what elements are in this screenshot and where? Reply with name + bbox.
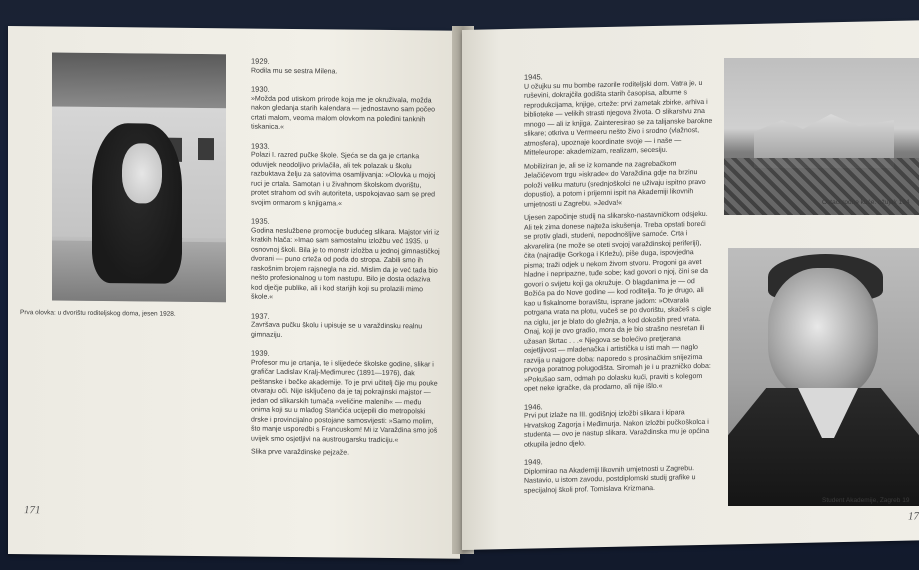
- entry-1930: »Možda pod utiskom prirode koja me je okruživala, možda nakon gledanja starih kalendara — jednostavno sam počeo crtati malom, veoma malom olovkom na poleđini tanknih tiskanica.«: [251, 95, 436, 131]
- right-text-column: [524, 69, 714, 496]
- right-photo-caption-top: Ostaci rodne kuće: ožujak 194: [822, 199, 910, 206]
- year-1929: 1929.: [251, 56, 270, 66]
- photo-man-with-child: [52, 52, 226, 302]
- entry-1946: Prvi put izlaže na III. godišnjoj izložbi slikara i kipara Hrvatskog Zagorja i Međimurja. Nakon izložbi pučkoškolca i studenta — ovo je nastup slikara. Varaždinska mu je općina otkupila jedno djelo.: [524, 409, 710, 449]
- entry-1929: Rodila mu se sestra Milena.: [251, 67, 338, 75]
- right-page-number: 17: [908, 510, 919, 523]
- year-1935: 1935.: [251, 216, 270, 226]
- year-1949: 1949.: [524, 457, 543, 467]
- year-1937: 1937.: [251, 311, 270, 321]
- year-1939: 1939.: [251, 348, 270, 358]
- entry-1933: Polazi I. razred pučke škole. Sjeća se da ga je crtanka oduvijek neodoljivo privlačila, ali tek polazak u školu razbuktava želju za satovima osamljivanja: »Olovka u mojoj ruci je crtala. Samotan i u živahnom školskom dvorištu, protet strahom od svih autoriteta, uspokojavao sam se pred svojim ormarom s knjigama.«: [251, 151, 436, 207]
- open-book: [0, 22, 919, 560]
- year-1945: 1945.: [524, 72, 543, 82]
- right-photo-caption-bottom: Student Akademije, Zagreb 19: [822, 497, 910, 504]
- entry-1939-b: Slika prve varaždinske pejzaže.: [251, 448, 350, 457]
- photo-student-portrait: [728, 248, 919, 506]
- entry-1937: Završava pučku školu i upisuje se u varaždinsku realnu gimnaziju.: [251, 321, 423, 339]
- photo-ruined-house: [724, 58, 919, 215]
- entry-1935: Godina neslužbene promocije budućeg slikara. Majstor viri iz kratkih hlača: »Imao sam samostalnu izložbu već 1935. u osnovnoj školi. Bila je to monstr izložba u jednoj gimnastičkoj dvorani — puno crteža od poda do stropa. Zabili smo ih raskošnim brojem rajsnegla na zid. Mislim da je već tada bio nešto profesionalnog u tom nastupu. Bilo je dosta odaziva kod dječje publike, ali i kod starijih koji su prolazili mimo škole.«: [251, 227, 440, 301]
- entry-1945-c: Ujesen započinje studij na slikarsko-nastavničkom odsjeku. Ali tek zima donese najteža iskušenja. Treba opstati boreći se protiv gladi, studeni, nepodnošljive samoće. Crta i akvarelira (ne može se oteti svojoj varaždinskoj periferiji), čita (najradije Gorkoga i Krležu), piše duga, ispovjedna pisma; traži odjek u nekom živom stvoru. Progoni ga avet hladne i nepripazne, tuđe sobe; kad govori o njoj, čini se da govori o svijetu koji ga okružuje. O blagdanima je — od Božića pa do Nove godine — kod roditelja. To je drugo, ali kao u fiskalnome boravištu, isprane jadom: »Otvarala potrgana vrata na plotu, vučeš se po dvorištu, skačeš s cigle na ciglu, jer je blato do gležnja, a kod dokoših pred vrata. Onaj, koji je ovo gradio, mora da je bio strašno nesretan ili užasan škrtac . . .« Njegova se bolećivo pretjerana osjetljivost — mladenačka i artistička u isti mah — naglo razvija u najgore doba: naporedo s prosinačkim snijezima prvoga poratnog polugodišta. Siromah je i u prazničko doba: »Pokušao sam, odmah po dolasku kući, praviti s kolegom opet neke igračke, da prodamo, ali nije išlo.«: [524, 210, 712, 393]
- entry-1939: Profesor mu je crtanja, te i slijedeće školske godine, slikar i grafičar Ladislav Kralj-Međimurec (1891—1976), đak peštanske i bečke akademije. To je prvi učitelj čije mu pouke otvaraju oči. Nije isključeno da je taj pokrajinski majstor — jedan od slikarskih tumača »veličine malenih« — među onima koji su u mladog Stančića ucijepili dio metropolski drske i provincijalno postojane samosvijesti: »Samo molim, što manje usporedbi s Francuskom! Mi iz Varaždina smo još uvijek smo osjetljivi na austrougarsku tradiciju.«: [251, 359, 438, 444]
- left-page: [8, 26, 460, 559]
- entry-1949: Diplomirao na Akademiji likovnih umjetnosti u Zagrebu. Nastavio, u istom zavodu, postdiplomski studij grafike u specijalnoj školi prof. Tomislava Krizmana.: [524, 464, 696, 495]
- entry-1945-b: Mobiliziran je, ali se iz komande na zagrebačkom Jelačićevom trgu »iskrade« do Varaždina gdje na brzinu položi veliku maturu (srednjoškolci ne uživaju ispitno pravo dopustio), a potom i prijemni ispit na Akademiji likovnih umjetnosti u Zagrebu. »Jedva!«: [524, 160, 706, 209]
- left-text-column: [251, 57, 441, 459]
- left-photo-caption: Prva olovka: u dvorištu roditeljskog doma, jesen 1928.: [20, 309, 176, 318]
- year-1930: 1930.: [251, 84, 270, 94]
- entry-1945: U ožujku su mu bombe razorile roditeljski dom. Vatra je, u ruševini, dokrajčila godišta starih časopisa, albume s reprodukcijama, knjige, crteže: prvi zametak zbirke, arhiva i biblioteke — velikih strasti njegova života. O slikarstvu zna mnogo — ali iz knjiga. Zainteresirao se za talijanske barokne slikare; otkriva u Vermeeru nešto živo i srodno (vlažnost, atmosfera), upoznaje koordinate svoje — i naše — Mitteleurope: akademizam, realizam, secesiju.: [524, 79, 713, 157]
- year-1933: 1933.: [251, 141, 270, 151]
- year-1946: 1946.: [524, 401, 543, 412]
- left-page-number: 171: [24, 504, 41, 517]
